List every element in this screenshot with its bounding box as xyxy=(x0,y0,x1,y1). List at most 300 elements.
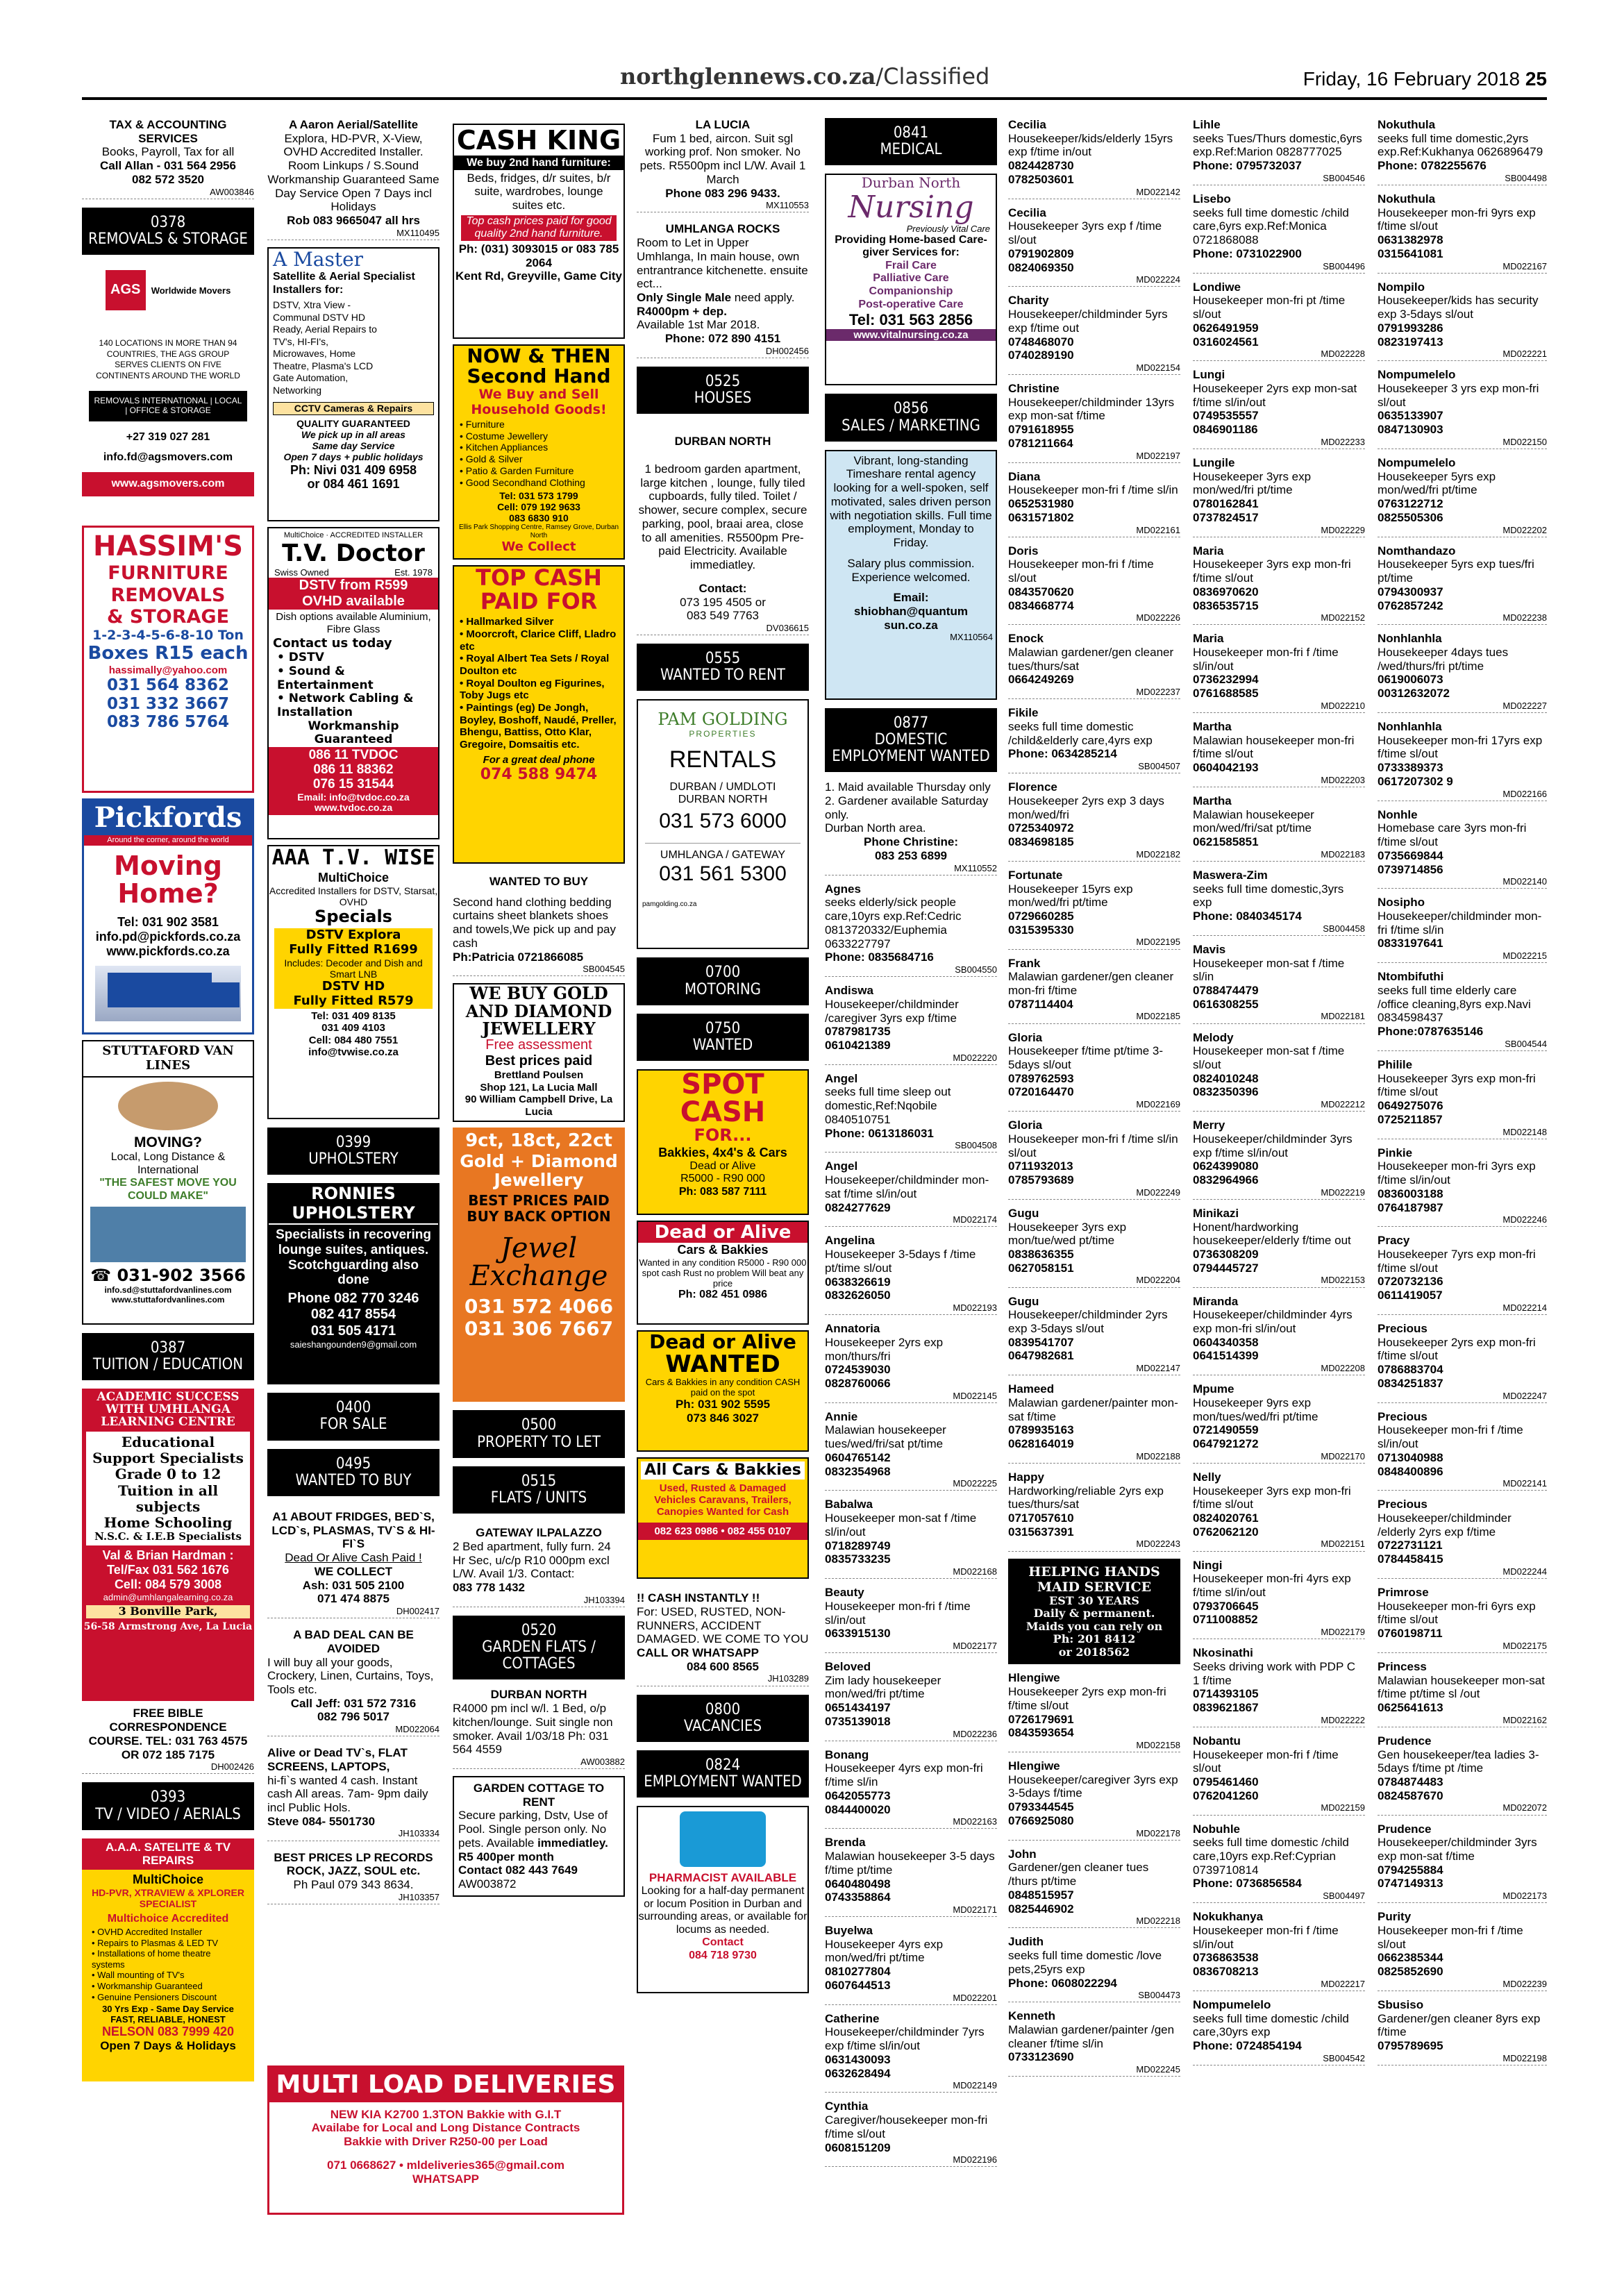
fridges-ad: A1 ABOUT FRIDGES, BED`S, LCD`s, PLASMAS, TV`S & HI-FI`S Dead Or Alive Cash Paid ! WE COLLECT Ash: 031 505 2100 071 474 8875 DH002417 xyxy=(267,1510,440,1618)
list-item-phone: 0640480498 0743358864 xyxy=(825,1877,891,1904)
helping-hands-line: MAID SERVICE xyxy=(1037,1579,1152,1595)
list-item-ref: MD022228 xyxy=(1193,349,1365,361)
domestic-list-col8 xyxy=(1378,118,1547,2072)
list-item-desc: Housekeeper mon-fri f /time sl/in xyxy=(1008,483,1178,497)
list-item-desc: Malawian housekeeper mon/wed/fri/sat pt/time xyxy=(1193,807,1314,835)
list-item xyxy=(1193,118,1365,185)
durban-north-house-ad: DURBAN NORTH 1 bedroom garden apartment, large kitchen , lounge, fully tiled cupboards, fully tiled. Toilet / shower, secure complex, secure parking, pool, braai area, close to all amenities. R5500pm Pre-paid Electricity. Available immediatley. Contact: 073 195 4505 or 083 549 7763 DV036615 xyxy=(637,435,809,635)
list-item-name: Nompilo xyxy=(1378,280,1425,294)
header-rule xyxy=(82,97,1547,100)
list-item-ref: MD022244 xyxy=(1378,1566,1547,1579)
list-item-name: Prudence xyxy=(1378,1822,1432,1836)
list-item-name: Nokuthula xyxy=(1378,192,1436,206)
list-item-desc: Caregiver/housekeeper mon-fri f/time sl/out xyxy=(825,2113,988,2140)
list-item-phone: 0718289749 0835733235 xyxy=(825,1539,891,1566)
list-item-name: Cynthia xyxy=(825,2100,869,2113)
list-item-name: Nelly xyxy=(1193,1470,1221,1484)
list-item-phone: 0631430093 0632628494 xyxy=(825,2052,891,2080)
list-item xyxy=(1378,1822,1547,1904)
list-item-phone: 0635133907 0847130903 xyxy=(1378,409,1443,437)
list-item-phone: 0651434197 0735139018 xyxy=(825,1701,891,1728)
list-item-name: Enock xyxy=(1008,632,1044,646)
list-item-desc: Gardener/gen cleaner tues /thurs pt/time xyxy=(1008,1861,1149,1888)
list-item-name: Martha xyxy=(1193,719,1232,733)
list-item xyxy=(1378,632,1547,713)
list-item-phone: 0763122712 0825505306 xyxy=(1378,497,1443,524)
list-item-name: Minikazi xyxy=(1193,1206,1239,1220)
list-item xyxy=(1378,544,1547,626)
list-item-phone: 0733123690 xyxy=(1008,2050,1074,2064)
list-item-desc: Housekeeper 2yrs exp mon-fri f/time sl/out xyxy=(1378,1335,1536,1363)
list-item-desc: Housekeeper 5yrs exp mon/wed/fri pt/time xyxy=(1378,469,1496,497)
globe-image xyxy=(118,1082,218,1130)
list-item-desc: Housekeeper mon-fri f /time sl/in/out xyxy=(1193,646,1339,673)
list-item-name: Precious xyxy=(1378,1409,1428,1423)
list-item-name: Precious xyxy=(1378,1498,1428,1511)
jewel-exchange-ad: 9ct, 18ct, 22ct Gold + Diamond Jewellery BEST PRICES PAID BUY BACK OPTION Jewel Exchange 031 572 4066 031 306 7667 xyxy=(453,1128,625,1402)
list-item-desc: Malawian housekeeper mon-sat f/time pt/time sl /out xyxy=(1378,1673,1545,1701)
list-item-desc: seeks full time domestic /love pets,25yrs exp xyxy=(1008,1949,1162,1976)
all-cars-ad: All Cars & Bakkies Used, Rusted & Damaged Vehicles Caravans, Trailers, Canopies Wanted for Cash 082 623 0986 • 082 455 0107 xyxy=(637,1457,809,1579)
list-item-name: Hlengiwe xyxy=(1008,1759,1060,1773)
list-item-desc: seeks full time domestic,3yrs exp xyxy=(1193,882,1344,910)
list-item-desc: Housekeeper 3yrs exp mon/tue/wed pt/time xyxy=(1008,1220,1127,1248)
list-item-desc: Housekeeper 3yrs exp mon/wed/fri pt/time xyxy=(1193,469,1312,497)
list-item-desc: seeks full time domestic /child&elderly care,4yrs exp xyxy=(1008,719,1153,747)
list-item-name: Nompumelelo xyxy=(1193,1997,1271,2011)
helping-hands-line: Maids you can rely on xyxy=(1026,1619,1163,1633)
category-upholstery: 0399 UPHOLSTERY xyxy=(267,1128,440,1175)
list-item-ref: MD022198 xyxy=(1378,2053,1547,2065)
list-item-desc: seeks full time domestic /child care,30yrs exp xyxy=(1193,2011,1349,2039)
list-item xyxy=(1193,720,1365,787)
list-item xyxy=(1193,280,1365,362)
list-item-ref: MD022142 xyxy=(1008,187,1180,199)
sales-ad: Vibrant, long-standing Timeshare rental agency looking for a well-spoken, self motivated, sales driven person with negotiation skills. Full time employment, Monday to Friday. Salary plus commission. Experience welcomed. Email: shiobhan@quantum sun.co.za MX110564 xyxy=(825,450,997,700)
list-item-ref: MD022173 xyxy=(1378,1891,1547,1903)
alive-dead-ad: Alive or Dead TV`s, FLAT SCREENS, LAPTOPS, hi-fi`s wanted 4 cash. Instant cash All areas. 7am- 9pm daily incl Public Hols. Steve 084- 5501730 JH103334 xyxy=(267,1746,440,1841)
list-item-name: Catherine xyxy=(825,2011,880,2025)
list-item-phone: Phone: 0608022294 xyxy=(1008,1976,1117,1990)
list-item-phone: 0604765142 0832354968 xyxy=(825,1450,891,1478)
dead-or-alive-ad: Dead or Alive Cars & Bakkies Wanted in any condition R5000 - R90 000 spot cash Rust no problem Will beat any price Ph: 082 451 0986 xyxy=(637,1221,809,1325)
list-item-desc: Housekeeper 2yrs exp mon/thurs/fri xyxy=(825,1335,944,1363)
ags-ad: AGS Worldwide Movers 140 LOCATIONS IN MORE THAN 94 COUNTRIES, THE AGS GROUP SERVES CLIENTS ON FIVE CONTINENTS AROUND THE WORLD REMOVALS INTERNATIONAL | LOCAL | OFFICE & STORAGE +27 319 027 281 info.fd@agsmovers.com www.agsmovers.com xyxy=(82,263,254,520)
list-item-desc: Housekeeper 3yrs exp mon-fri f/time sl/out xyxy=(1193,558,1351,585)
list-item xyxy=(1008,1470,1180,1552)
list-item-phone: 0722731121 0784458415 xyxy=(1378,1539,1443,1566)
list-item-ref: SB004546 xyxy=(1193,173,1365,185)
list-item-phone: 0713040988 0848400896 xyxy=(1378,1450,1443,1478)
list-item-phone: Phone: 0634285214 xyxy=(1008,747,1117,761)
list-item-phone: 0735669844 0739714856 xyxy=(1378,848,1443,876)
list-item-name: Cecilia xyxy=(1008,206,1046,219)
list-item-desc: Housekeeper mon-fri f /time sl/out xyxy=(1378,1923,1523,1951)
list-item-desc: Housekeeper mon-fri f /time sl/in/out xyxy=(1193,1923,1339,1951)
multi-load-ad: MULTI LOAD DELIVERIES NEW KIA K2700 1.3TON Bakkie with G.I.T Availabe for Local and Long Distance Contracts Bakkie with Driver R250-00 per Load 071 0668627 • mldeliveries365@gmail.com WHATSAPP xyxy=(267,2065,624,2215)
list-item xyxy=(1378,1734,1547,1816)
list-item-desc: Housekeeper 5yrs exp tues/fri pt/time xyxy=(1378,558,1534,585)
list-item-ref: MD022149 xyxy=(825,2080,997,2093)
list-item-name: Prudence xyxy=(1378,1734,1432,1748)
list-item-desc: Housekeeper 4days tues /wed/thurs/fri pt/time xyxy=(1378,646,1509,673)
list-item-name: Andiswa xyxy=(825,984,873,998)
list-item-phone: 0791902809 0824069350 xyxy=(1008,246,1074,274)
list-item-phone: 0784874483 0824587670 xyxy=(1378,1775,1443,1802)
list-item xyxy=(1378,1498,1547,1579)
list-item-ref: MD022246 xyxy=(1378,1214,1547,1227)
category-vacancies: 0800 VACANCIES xyxy=(637,1695,809,1742)
list-item-ref: MD022204 xyxy=(1008,1275,1180,1287)
list-item xyxy=(1193,1118,1365,1200)
list-item-desc: Housekeeper/caregiver 3yrs exp 3-5days f/time xyxy=(1008,1773,1178,1800)
site-title: northglennews.co.za/Classified xyxy=(620,63,990,90)
dead-alive-wanted-ad: Dead or Alive WANTED Cars & Bakkies in any condition CASH paid on the spot Ph: 031 902 5595 073 846 3027 xyxy=(637,1330,809,1452)
page-header xyxy=(82,64,1547,96)
list-item xyxy=(825,1924,997,2005)
list-item xyxy=(1008,780,1180,862)
list-item xyxy=(1378,970,1547,1051)
list-item-desc: Housekeeper mon-fri 3yrs exp f/time sl/in/out xyxy=(1378,1159,1536,1187)
list-item-desc: Housekeeper 3yrs exp f /time sl/out xyxy=(1008,219,1162,247)
list-item-name: Beauty xyxy=(825,1586,864,1600)
list-item-name: Pinkie xyxy=(1378,1146,1413,1159)
list-item xyxy=(1378,1234,1547,1315)
list-item-name: Agnes xyxy=(825,882,861,896)
list-item-phone: 0604340358 0641514399 xyxy=(1193,1335,1259,1363)
list-item-ref: MD022170 xyxy=(1193,1451,1365,1464)
list-item xyxy=(1193,1470,1365,1552)
list-item-phone: 0711932013 0785793689 xyxy=(1008,1159,1074,1187)
list-item-phone: 0748468070 0740289190 xyxy=(1008,335,1074,362)
list-item-name: Hlengiwe xyxy=(1008,1671,1060,1685)
list-item xyxy=(825,1410,997,1491)
list-item-name: Nobuhle xyxy=(1193,1822,1240,1836)
list-item-phone: 0843570620 0834668774 xyxy=(1008,585,1074,612)
helping-hands-ad xyxy=(1008,1559,1180,1665)
bad-deal-ad: A BAD DEAL CAN BE AVOIDED I will buy all your goods, Crockery, Linen, Curtains, Toys, Tools etc. Call Jeff: 031 572 7316 082 796 5017 MD022064 xyxy=(267,1628,440,1736)
list-item xyxy=(1008,1382,1180,1464)
list-item-name: Primrose xyxy=(1378,1585,1429,1599)
page-date: Friday, 16 February 2018 25 xyxy=(1303,68,1547,90)
now-then-ad: NOW & THEN Second Hand We Buy and Sell Household Goods! • Furniture • Costume Jewellery • Kitchen Appliances • Gold & Silver • Patio & Garden Furniture • Good Secondhand Clothing Tel: 031 573 1799 Cell: 079 192 9633 083 6830 910 Ellis Park Shopping Centre, Ramsey Grove, Durban North We Collect xyxy=(453,344,625,560)
list-item-desc: Housekeeper/childminder 7yrs exp f/time sl/in/out xyxy=(825,2025,985,2053)
category-medical: 0841 MEDICAL xyxy=(825,118,997,165)
category-for-sale: 0400 FOR SALE xyxy=(267,1393,440,1440)
stuttaford-ad: STUTTAFORD VAN LINES MOVING? Local, Long Distance & International "THE SAFEST MOVE YOU COULD MAKE" ☎ 031-902 3566 info.sd@stuttafordvanlines.com www.stuttafordvanlines.com xyxy=(82,1040,254,1325)
list-item xyxy=(1193,632,1365,713)
list-item-desc: Housekeeper/childminder /caregiver 3yrs exp f/time xyxy=(825,997,959,1025)
list-item-name: Londiwe xyxy=(1193,280,1241,294)
list-item-desc: Honent/hardworking housekeeper/elderly f/time out xyxy=(1193,1220,1351,1248)
list-item-ref: MD022203 xyxy=(1193,775,1365,787)
list-item-name: Nokuthula xyxy=(1378,118,1436,131)
list-item-desc: Housekeeper 7yrs exp mon-fri f/time sl/out xyxy=(1378,1248,1536,1275)
list-item-desc: Malawian gardener/gen cleaner mon-fri f/time xyxy=(1008,970,1174,997)
list-item xyxy=(825,2100,997,2167)
list-item xyxy=(1008,1847,1180,1929)
list-item xyxy=(1008,294,1180,375)
list-item-name: Mpume xyxy=(1193,1382,1234,1396)
list-item-name: Angel xyxy=(825,1071,858,1085)
list-item-desc: Housekeeper/childminder mon-fri f/time sl/in xyxy=(1378,910,1542,937)
list-item-phone: 0624399080 0832964966 xyxy=(1193,1159,1259,1187)
list-item-name: Nosipho xyxy=(1378,896,1425,910)
list-item-ref: MD022227 xyxy=(1378,701,1547,713)
list-item-desc: Housekeeper mon-sat f /time sl/in xyxy=(1193,956,1345,984)
list-item-phone: 0793344545 0766925080 xyxy=(1008,1800,1074,1827)
list-item-ref: MD022140 xyxy=(1378,876,1547,889)
list-item-ref: MD022183 xyxy=(1193,849,1365,862)
list-item-phone: Phone: 0840345174 xyxy=(1193,910,1302,923)
category-flats: 0515 FLATS / UNITS xyxy=(453,1466,625,1514)
list-item-name: Happy xyxy=(1008,1470,1044,1484)
list-item xyxy=(1378,118,1547,185)
list-item-phone: 0839541707 0647982681 xyxy=(1008,1335,1074,1363)
list-item-ref: MD022179 xyxy=(1193,1627,1365,1639)
list-item-name: Nonhle xyxy=(1378,807,1418,821)
column-5 xyxy=(825,118,997,2174)
list-item xyxy=(1193,1910,1365,1991)
list-item-phone: 0793706645 0711008852 xyxy=(1193,1599,1259,1627)
list-item-ref: MD022229 xyxy=(1193,525,1365,537)
list-item-desc: Malawian housekeeper tues/wed/fri/sat pt/time xyxy=(825,1423,946,1451)
list-item xyxy=(1193,368,1365,449)
pharmacist-ad: PHARMACIST AVAILABLE Looking for a half-day permanent or locum Position in Durban and surrounding areas, or available for locums as needed. Contact 084 718 9730 xyxy=(637,1806,809,1993)
list-item xyxy=(1193,794,1365,862)
helping-hands-line: Daily & permanent. xyxy=(1033,1607,1155,1620)
list-item-name: Maria xyxy=(1193,632,1224,646)
list-item-ref: MD022226 xyxy=(1008,612,1180,625)
list-item-ref: MD022249 xyxy=(1008,1187,1180,1200)
list-item-name: Bonang xyxy=(825,1748,869,1761)
list-item-ref: MD022147 xyxy=(1008,1363,1180,1375)
truck-image xyxy=(95,966,241,1021)
category-domestic: 0877 DOMESTIC EMPLOYMENT WANTED xyxy=(825,708,997,773)
column-2 xyxy=(267,118,440,1911)
list-item-desc: Housekeeper mon-sat f /time sl/out xyxy=(1193,1044,1345,1071)
list-item-phone: 0787981735 0610421389 xyxy=(825,1025,891,1052)
list-item-phone: 0824010248 0832350396 xyxy=(1193,1071,1259,1099)
list-item-phone: Phone: 0795732037 xyxy=(1193,159,1302,173)
list-item-name: Charity xyxy=(1008,294,1049,308)
list-item xyxy=(1008,2009,1180,2077)
pam-golding-ad: PAM GOLDING PROPERTIES RENTALS DURBAN / UMDLOTI DURBAN NORTH 031 573 6000 UMHLANGA / GATEWAY 031 561 5300 pamgolding.co.za xyxy=(637,699,809,949)
list-item-name: Cecilia xyxy=(1008,118,1046,131)
list-item xyxy=(825,1159,997,1227)
list-item-ref: MD022159 xyxy=(1193,1802,1365,1815)
list-item-ref: MD022145 xyxy=(825,1391,997,1403)
list-item-phone: 0736232994 0761688585 xyxy=(1193,673,1259,701)
records-ad: BEST PRICES LP RECORDS ROCK, JAZZ, SOUL etc. Ph Paul 079 343 8634. JH103357 xyxy=(267,1851,440,1904)
list-item-name: Nonhlanhla xyxy=(1378,719,1442,733)
list-item-phone: 0838636355 0627058151 xyxy=(1008,1248,1074,1275)
list-item xyxy=(825,1836,997,1917)
list-item-ref: MD022181 xyxy=(1193,1011,1365,1023)
category-garden-flats: 0520 GARDEN FLATS / COTTAGES xyxy=(453,1616,625,1680)
list-item-phone: 0824428730 0782503601 xyxy=(1008,159,1074,186)
list-item-ref: MD022197 xyxy=(1008,451,1180,463)
list-item-phone: 0720732136 0611419057 xyxy=(1378,1275,1443,1302)
list-item-ref: MD022188 xyxy=(1008,1451,1180,1464)
list-item-phone: 0794300937 0762857242 xyxy=(1378,585,1443,612)
la-lucia-ad: LA LUCIA Fum 1 bed, aircon. Suit sgl working prof. Non smoker. No pets. R5500pm incl L/W. Avail 1 March Phone 083 296 9433. MX110553 xyxy=(637,118,809,212)
category-sales: 0856 SALES / MARKETING xyxy=(825,394,997,441)
list-item-phone: 0625641613 xyxy=(1378,1701,1443,1715)
list-item-desc: Housekeeper 3yrs exp mon-fri f/time sl/out xyxy=(1193,1484,1351,1511)
list-item xyxy=(1193,1207,1365,1288)
list-item xyxy=(825,1234,997,1315)
umhlanga-ad: UMHLANGA ROCKS Room to Let in Upper Umhlanga, In main house, own entrantrance kitchenette. ensuite ect... Only Single Male need apply. R4000pm + dep. Available 1st Mar 2018. Phone: 072 890 4151 DH002456 xyxy=(637,222,809,358)
list-item-phone: 0789935163 0628164019 xyxy=(1008,1423,1074,1451)
list-item-phone: 0786883704 0834251837 xyxy=(1378,1363,1443,1390)
list-item-ref: MD022215 xyxy=(1378,950,1547,963)
list-item-phone: 0836970620 0836535715 xyxy=(1193,585,1259,612)
list-item-ref: SB004544 xyxy=(1378,1039,1547,1051)
list-item-desc: Homebase care 3yrs mon-fri f/time sl/out xyxy=(1378,821,1527,849)
list-item xyxy=(1193,544,1365,626)
domestic-list-col7 xyxy=(1193,118,1365,2072)
cash-king-ad: CASH KING We buy 2nd hand furniture: Beds, fridges, d/r suites, b/r suite, wardrobes, lounge suites etc. Top cash prices paid for good quality 2nd hand furniture. Ph: (031) 3093015 or 083 785 2064 Kent Rd, Greyville, Game City xyxy=(453,124,625,339)
list-item-ref: MD022185 xyxy=(1008,1011,1180,1023)
list-item-ref: MD022153 xyxy=(1193,1275,1365,1287)
list-item xyxy=(1378,1410,1547,1491)
list-item-ref: MD022221 xyxy=(1378,349,1547,361)
domestic-list-col5 xyxy=(825,882,997,2168)
list-item-desc: Malawian housekeeper 3-5 days f/time pt/time xyxy=(825,1850,995,1877)
list-item-desc: Housekeeper/childminder /elderly 2yrs exp f/time xyxy=(1378,1511,1512,1539)
category-wanted: 0750 WANTED xyxy=(637,1014,809,1061)
list-item-name: Mavis xyxy=(1193,942,1226,956)
list-item-ref: MD022236 xyxy=(825,1729,997,1741)
list-item xyxy=(1378,808,1547,889)
list-item xyxy=(825,984,997,1065)
list-item-desc: Housekeeper 3yrs exp mon-fri f/time sl/out xyxy=(1378,1071,1536,1099)
list-item-desc: Housekeeper mon-fri f /time sl/in/out xyxy=(825,1599,971,1627)
list-item-phone: 0760198711 xyxy=(1378,1627,1443,1641)
list-item-phone: 0652531980 0631571802 xyxy=(1008,497,1074,524)
list-item-phone: 0631382978 0315641081 xyxy=(1378,233,1443,260)
list-item-phone: 0642055773 0844400020 xyxy=(825,1788,891,1816)
list-item-desc: seeks Tues/Thurs domestic,6yrs exp.Ref:Marion 0828777025 xyxy=(1193,131,1362,159)
list-item xyxy=(1378,720,1547,801)
list-item-name: Nompumelelo xyxy=(1378,368,1456,382)
list-item xyxy=(825,1498,997,1579)
list-item xyxy=(825,1586,997,1653)
list-item-name: Nomthandazo xyxy=(1378,544,1456,558)
list-item-name: Kenneth xyxy=(1008,2009,1055,2023)
list-item xyxy=(1378,280,1547,362)
list-item xyxy=(825,1660,997,1741)
list-item-ref: MD022167 xyxy=(1378,261,1547,274)
list-item-desc: Housekeeper 2yrs exp mon-sat f/time sl/in/out xyxy=(1193,382,1357,409)
garden-cottage-ad: GARDEN COTTAGE TO RENT Secure parking, Dstv, Use of Pool. Single person only. No pets. Available immediatley. R5 400per month Contact 082 443 7649 AW003872 xyxy=(453,1776,625,1897)
list-item-ref: SB004498 xyxy=(1378,173,1547,185)
category-property-to-let: 0500 PROPERTY TO LET xyxy=(453,1410,625,1457)
list-item-ref: MD022151 xyxy=(1193,1539,1365,1551)
list-item-name: Sbusiso xyxy=(1378,1997,1424,2011)
tax-ad: TAX & ACCOUNTING SERVICES Books, Payroll, Tax for all Call Allan - 031 564 2956 082 572 3520 AW003846 xyxy=(82,118,254,199)
list-item-phone: 0604042193 xyxy=(1193,761,1259,775)
list-item-desc: Housekeeper 15yrs exp mon/wed/fri pt/time xyxy=(1008,882,1133,910)
list-item xyxy=(825,882,997,977)
list-item-phone: 0848515957 0825446902 xyxy=(1008,1888,1074,1916)
list-item-ref: MD022141 xyxy=(1378,1478,1547,1491)
truck-image xyxy=(90,1207,246,1262)
list-item-desc: Malawian gardener/painter mon-sat f/time xyxy=(1008,1396,1178,1423)
list-item-name: Gugu xyxy=(1008,1294,1039,1308)
list-item-name: Purity xyxy=(1378,1910,1412,1924)
helping-hands-line: EST 30 YEARS xyxy=(1049,1593,1139,1607)
list-item-ref: MD022072 xyxy=(1378,1802,1547,1815)
gateway-ad: GATEWAY ILPALAZZO 2 Bed apartment, fully furn. 24 Hr Sec, u/c/p R10 000pm excl L/W. Avail 1/3. Contact: 083 778 1432 JH103394 xyxy=(453,1526,625,1607)
helping-hands-line: or 2018562 xyxy=(1058,1645,1130,1659)
list-item-ref: MD022193 xyxy=(825,1302,997,1315)
hassims-ad: HASSIM'S FURNITURE REMOVALS & STORAGE 1-2-3-4-5-6-8-10 Ton Boxes R15 each hassimally@yahoo.com 031 564 8362 031 332 3667 083 786 5764 xyxy=(82,526,254,793)
list-item-desc: Housekeeper 3-5days f /time pt/time sl/out xyxy=(825,1248,976,1275)
list-item-desc: Housekeeper 4yrs exp mon/wed/fri pt/time xyxy=(825,1937,944,1965)
list-item-ref: MD022177 xyxy=(825,1641,997,1653)
column-3 xyxy=(453,118,625,1902)
list-item-name: Annatoria xyxy=(825,1322,880,1336)
list-item-phone: 0725340972 0834698185 xyxy=(1008,821,1074,849)
list-item-name: Beloved xyxy=(825,1660,871,1674)
list-item-desc: Housekeeper mon-fri 6yrs exp f/time sl/out xyxy=(1378,1599,1536,1627)
list-item-name: Nkosinathi xyxy=(1193,1646,1253,1660)
domestic-list-col6 xyxy=(1008,118,1180,2084)
list-item-phone: 0788474479 0616308255 xyxy=(1193,984,1259,1011)
list-item-desc: Zim lady housekeeper mon/wed/fri pt/time xyxy=(825,1673,941,1701)
category-tv: 0393 TV / VIDEO / AERIALS xyxy=(82,1782,254,1829)
list-item-ref: MD022175 xyxy=(1378,1641,1547,1653)
bible-ad: FREE BIBLE CORRESPONDENCE COURSE. TEL: 031 763 4575 OR 072 185 7175 DH002426 xyxy=(82,1707,254,1774)
list-item-desc: seeks full time elderly care /office cleaning,8yrs exp.Navi 0834598437 xyxy=(1378,984,1531,1025)
list-item xyxy=(1193,192,1365,274)
list-item-phone: Phone: 0835684716 xyxy=(825,950,934,964)
durban-north-nursing-ad: Durban North Nursing Previously Vital Care Providing Home-based Care-giver Services for: Frail Care Palliative Care Companionship Post-operative Care Tel: 031 563 2856 www.vitalnursing.co.za xyxy=(825,174,997,385)
list-item-desc: Housekeeper mon-sat f /time sl/in/out xyxy=(825,1511,977,1539)
list-item xyxy=(1008,1759,1180,1841)
list-item-desc: Housekeeper mon-fri pt /time sl/out xyxy=(1193,294,1346,321)
list-item xyxy=(1378,192,1547,274)
a-master-ad: A Master Satellite & Aerial Specialist Installers for: DSTV, Xtra View - Communal DSTV HD Ready, Aerial Repairs to TV's, HI-FI's, Microwaves, Home Theatre, Plasma's LCD Gate Automation, Networking CCTV Cameras & Repairs QUALITY GUARANTEED We pick up in all areas Same day Service Open 7 days + public holidays Ph: Nivi 031 409 6958 or 084 461 1691 xyxy=(267,247,440,521)
list-item xyxy=(825,1322,997,1403)
list-item xyxy=(1008,1671,1180,1752)
list-item-phone: 0780162841 0737824517 xyxy=(1193,497,1259,524)
aaa-tv-wise-ad: AAA T.V. WISE MultiChoice Accredited Installers for DSTV, Starsat, OVHD Specials DSTV Explora Fully Fitted R1699 Includes: Decoder and Dish and Smart LNB DSTV HD Fully Fitted R579 Tel: 031 409 8135 031 409 4103 Cell: 084 480 7551 info@tvwise.co.za xyxy=(267,845,440,1119)
list-item-ref: MD022161 xyxy=(1008,525,1180,537)
list-item-desc: Housekeeper 9yrs exp mon/tues/wed/fri pt/time xyxy=(1193,1396,1319,1423)
list-item-ref: MD022218 xyxy=(1008,1916,1180,1928)
list-item-desc: Malawian housekeeper mon-fri f/time sl/out xyxy=(1193,733,1355,761)
list-item-name: Precious xyxy=(1378,1321,1428,1335)
column-4 xyxy=(637,118,809,1999)
list-item-ref: MD022154 xyxy=(1008,362,1180,375)
list-item-name: John xyxy=(1008,1847,1037,1861)
helping-hands-line: Ph: 201 8412 xyxy=(1053,1632,1136,1646)
list-item-desc: Housekeeper/childminder 5yrs exp f/time out xyxy=(1008,308,1168,335)
list-item-ref: MD022225 xyxy=(825,1478,997,1491)
list-item-ref: MD022166 xyxy=(1378,789,1547,801)
list-item-desc: Malawian gardener/painter /gen cleaner f/time sl/in xyxy=(1008,2023,1175,2050)
list-item-ref: MD022220 xyxy=(825,1053,997,1065)
list-item xyxy=(825,2012,997,2093)
list-item-name: Gloria xyxy=(1008,1118,1043,1132)
list-item-phone: Phone: 0613186031 xyxy=(825,1126,934,1140)
list-item-ref: MD022182 xyxy=(1008,849,1180,862)
list-item-name: Nobantu xyxy=(1193,1734,1241,1748)
list-item-desc: Housekeeper mon-fri f /time sl/out xyxy=(1193,1748,1339,1775)
